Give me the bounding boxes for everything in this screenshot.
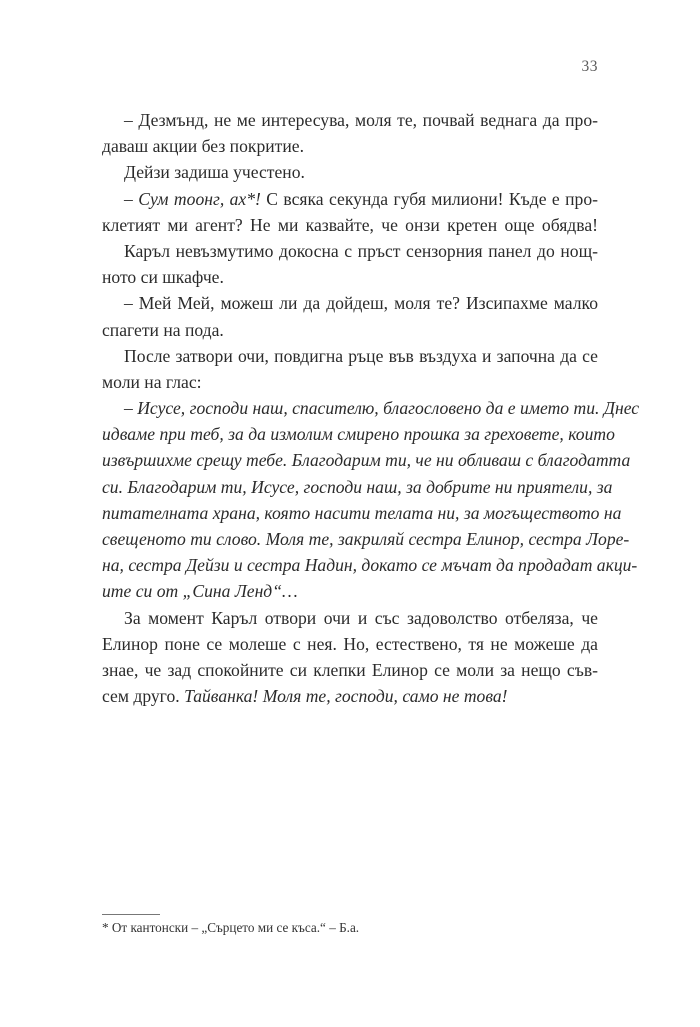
text-run: сем друго. <box>102 686 185 707</box>
text-run: За момент Каръл отвори очи и със задоволство отбеляза, че <box>124 607 598 628</box>
footnote-rule <box>102 914 160 915</box>
text-run: клетият ми агент? Не ми казвайте, че онзи кретен още обядва! <box>102 214 598 235</box>
italic-text-run: Сум тоонг, ах*! <box>138 188 261 209</box>
italic-text-run: на, сестра Дейзи и сестра Надин, докато се мъчат да продадат акци- <box>102 555 638 576</box>
italic-text-run: идваме при теб, за да измолим смирено прошка за греховете, които <box>102 424 615 445</box>
text-line <box>102 212 598 238</box>
text-run: Каръл невъзмутимо докосна с пръст сензорния панел до нощ- <box>124 240 598 261</box>
text-line <box>102 552 638 578</box>
text-line <box>102 683 598 709</box>
text-run: После затвори очи, повдигна ръце във въздуха и започна да се <box>124 345 598 366</box>
text-line <box>102 500 622 526</box>
italic-text-run: Тайванка! Моля те, господи, само не това! <box>184 686 508 707</box>
text-run: – <box>124 188 139 209</box>
text-line <box>102 369 598 395</box>
text-run: – Дезмънд, не ме интересува, моля те, почвай веднага да про- <box>124 110 598 130</box>
text-run: знае, че зад спокойните си клепки Елинор се моли за нещо съв- <box>102 659 598 680</box>
text-line <box>102 447 631 473</box>
text-line <box>102 343 598 369</box>
text-line <box>102 657 598 683</box>
italic-text-run: си. Благодарим ти, Исусе, господи наш, за добрите ни приятели, за <box>102 476 613 497</box>
text-line <box>102 186 598 212</box>
text-line <box>102 317 598 343</box>
text-run: спагети на пода. <box>102 319 224 340</box>
text-run: С всяка секунда губя милиони! Къде е про- <box>260 188 598 209</box>
text-run: моли на глас: <box>102 371 202 392</box>
text-line <box>102 107 598 133</box>
text-run: Елинор поне се молеше с нея. Но, естествено, тя не можеше да <box>102 633 598 654</box>
italic-text-run: – Исусе, господи наш, спасителю, благословено да е името ти. Днес <box>124 398 640 419</box>
text-line <box>102 631 598 657</box>
text-line <box>102 474 613 500</box>
footnote: * От кантонски – „Сърцето ми се къса.“ – Б.а. <box>102 920 360 935</box>
text-line <box>102 605 598 631</box>
text-run: Дейзи задиша учестено. <box>124 162 305 183</box>
italic-text-run: ите си от „Сина Ленд“… <box>102 581 298 602</box>
text-run: даваш акции без покритие. <box>102 136 304 157</box>
text-line <box>102 290 598 316</box>
page-number: 33 <box>581 58 598 75</box>
text-line <box>102 578 598 604</box>
italic-text-run: извършихме срещу тебе. Благодарим ти, че ни обливаш с благодатта <box>102 450 631 471</box>
text-line <box>102 159 598 185</box>
italic-text-run: свещеното ти слово. Моля те, закриляй сестра Елинор, сестра Лоре- <box>102 529 630 549</box>
italic-text-run: питателната храна, която насити телата ни, за могъществото на <box>102 502 622 523</box>
text-run: ното си шкафче. <box>102 267 224 288</box>
text-line <box>102 133 598 159</box>
body-text <box>102 107 640 709</box>
text-line <box>102 238 598 264</box>
text-line <box>102 395 640 421</box>
text-run: – Мей Мей, можеш ли да дойдеш, моля те? Изсипахме малко <box>124 293 598 314</box>
text-line <box>102 421 615 447</box>
text-line <box>102 526 630 552</box>
text-line <box>102 264 598 290</box>
